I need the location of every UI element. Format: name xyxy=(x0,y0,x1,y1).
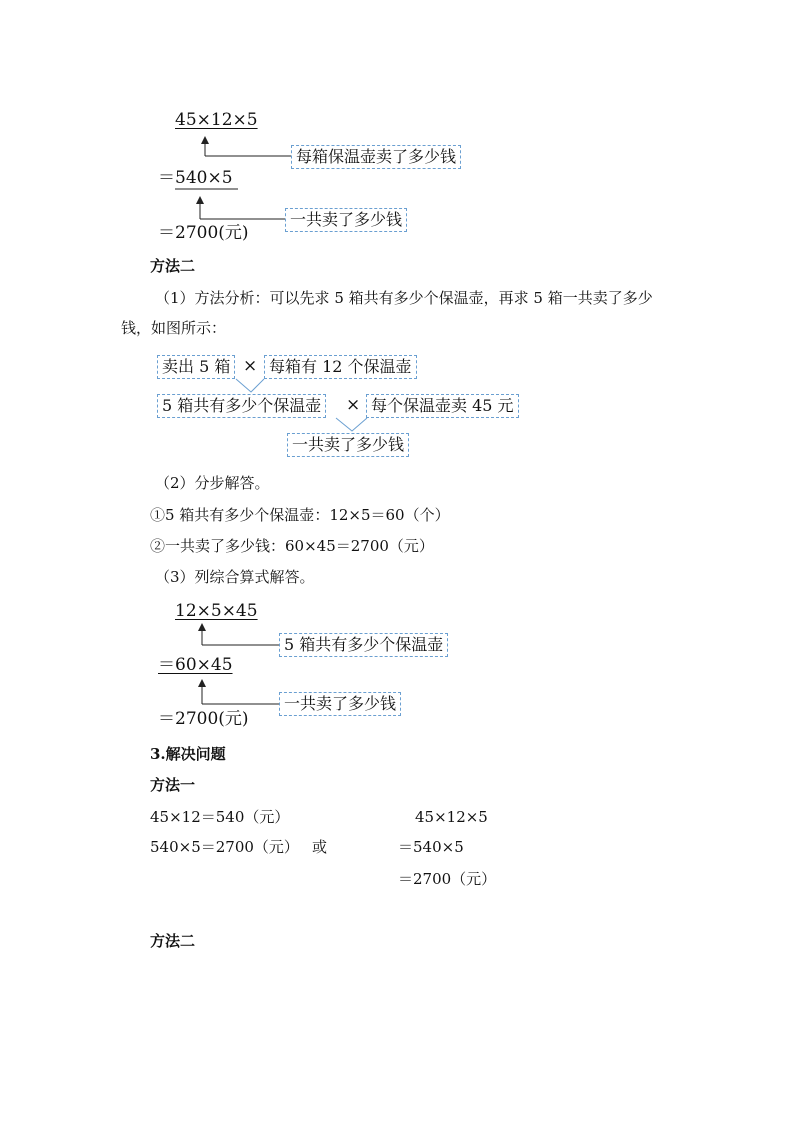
diagram-connector-1 xyxy=(236,379,264,392)
formula1-label2: 一共卖了多少钱 xyxy=(285,208,407,232)
diagram-box-12-per-box: 每箱有 12 个保温壶 xyxy=(264,355,417,379)
diagram-connector-2 xyxy=(336,418,367,431)
section3-method1-heading: 方法一 xyxy=(150,776,196,794)
step2: ②一共卖了多少钱：60×45＝2700（元） xyxy=(150,537,434,555)
analysis-line2: 钱，如图所示： xyxy=(121,319,227,337)
diagram-times-1: × xyxy=(243,356,258,376)
formula2-label2: 一共卖了多少钱 xyxy=(279,692,401,716)
section3-method2-heading: 方法二 xyxy=(150,932,196,950)
section3-right-line2: ＝540×5 xyxy=(398,838,464,856)
combined-heading: （3）列综合算式解答。 xyxy=(155,568,315,586)
section3-or: 或 xyxy=(312,838,328,856)
analysis-line1: （1）方法分析：可以先求 5 箱共有多少个保温壶，再求 5 箱一共卖了多少 xyxy=(155,289,653,307)
arrow-formula1-label1 xyxy=(205,140,291,156)
diagram-box-total-pots: 5 箱共有多少个保温壶 xyxy=(157,394,326,418)
arrow-formula2-label2 xyxy=(202,683,279,704)
step1: ①5 箱共有多少个保温壶：12×5＝60（个） xyxy=(150,506,450,524)
formula1-line3: ＝2700(元) xyxy=(158,223,249,243)
formula1-line1: 45×12×5 xyxy=(175,110,258,130)
formula2-line1: 12×5×45 xyxy=(175,601,258,621)
section3-right-line1: 45×12×5 xyxy=(415,808,488,826)
formula1-line2: ＝540×5 xyxy=(158,168,233,188)
section3-left-line2: 540×5＝2700（元） xyxy=(150,838,299,856)
section3-left-line1: 45×12＝540（元） xyxy=(150,808,290,826)
formula2-line2: ＝60×45 xyxy=(158,655,233,675)
diagram-box-45-per-pot: 每个保温壶卖 45 元 xyxy=(366,394,519,418)
diagram-box-sell-5: 卖出 5 箱 xyxy=(157,355,235,379)
step-heading: （2）分步解答。 xyxy=(155,474,270,492)
formula2-line3: ＝2700(元) xyxy=(158,709,249,729)
method2-heading: 方法二 xyxy=(150,257,196,275)
arrow-formula1-label2 xyxy=(200,200,285,219)
diagram-times-2: × xyxy=(346,395,361,415)
section3-title: 3.解决问题 xyxy=(150,745,226,763)
formula2-label1: 5 箱共有多少个保温壶 xyxy=(279,633,448,657)
arrow-formula2-label1 xyxy=(202,627,279,645)
section3-right-line3: ＝2700（元） xyxy=(398,870,497,888)
formula1-label1: 每箱保温壶卖了多少钱 xyxy=(291,145,461,169)
diagram-box-total-money: 一共卖了多少钱 xyxy=(287,433,409,457)
